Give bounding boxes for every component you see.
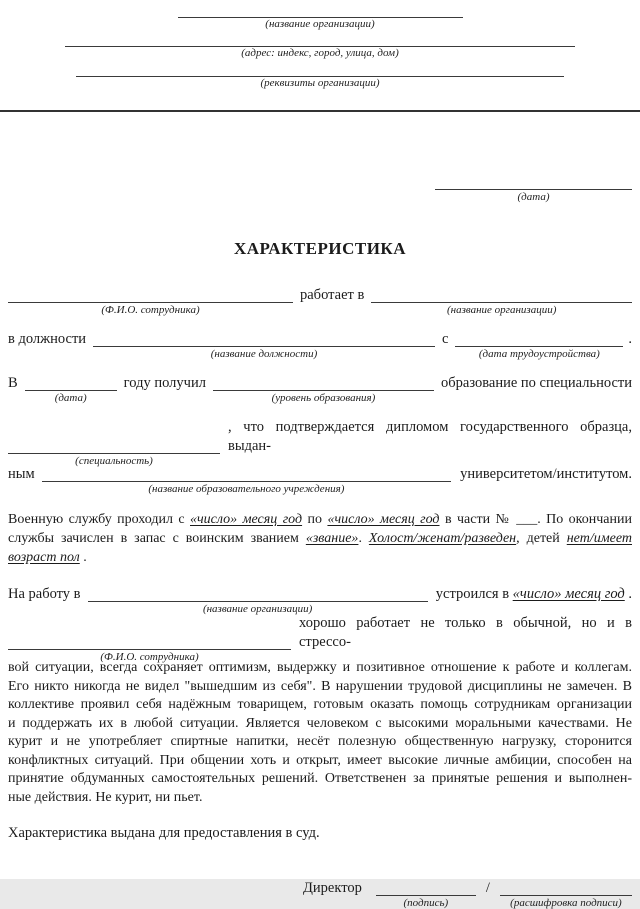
speciality-field-line <box>8 441 220 467</box>
signature-field-line <box>376 883 476 909</box>
military-line-1 <box>8 510 632 529</box>
requisites-line <box>76 60 564 77</box>
director-label: Директор <box>303 880 362 896</box>
position-caption: (название должности) <box>210 348 318 360</box>
hire-date-caption: (дата трудоустройства) <box>478 348 600 360</box>
education-mid-text: году получил <box>123 375 206 391</box>
header-block <box>8 10 632 90</box>
marital-status-field: Холост/женат/разведен <box>368 531 517 546</box>
education-date-field-line <box>25 378 117 404</box>
signature-name-caption: (расшифровка подписи) <box>510 897 622 909</box>
date-block <box>8 189 632 203</box>
org-name-caption: (название организации) <box>265 18 375 30</box>
education-row <box>8 374 632 404</box>
military-date-field: «число» месяц год <box>190 512 303 527</box>
slash-separator: / <box>485 880 490 896</box>
military-rank-field: «звание» <box>305 531 359 546</box>
military-text: , детей <box>516 531 567 546</box>
military-paragraph <box>8 510 632 567</box>
works-in-text: работает в <box>300 287 365 303</box>
fio-field-line <box>8 290 293 316</box>
purpose-statement: Характеристика выдана для предоставления в суд. <box>8 825 320 841</box>
date-caption: (дата) <box>517 191 550 203</box>
position-row <box>8 330 632 360</box>
job-org-field-line <box>88 589 428 615</box>
org-field-line <box>371 290 632 316</box>
document-title: ХАРАКТЕРИСТИКА <box>233 239 407 258</box>
paragraph-line: вой ситуации, всегда сохраняет оптимизм, выдержку и позитивное отношение к работе и коллегам. <box>8 660 632 675</box>
fio-caption: (Ф.И.О. сотрудника) <box>101 304 200 316</box>
paragraph-line: ные действия. Не курит, ни пьет. <box>8 789 203 805</box>
paragraph-line: коллективе проявил себя надёжным товарищем, готовым оказать помощь сотрудникам организации <box>8 697 632 712</box>
military-text: . <box>79 550 87 565</box>
date-field-line <box>435 189 632 203</box>
paragraph-line: курит и не употребляет спиртные напитки, несёт полезную общественную нагрузку, сторонится <box>8 734 632 749</box>
job-org-caption: (название организации) <box>202 603 313 615</box>
signature-row <box>303 879 632 909</box>
military-line-2 <box>8 529 632 548</box>
separator-rule <box>0 110 640 112</box>
job-start-period: . <box>624 586 632 602</box>
fio-caption-2: (Ф.И.О. сотрудника) <box>100 651 199 663</box>
stress-row <box>8 614 632 663</box>
org-caption: (название организации) <box>446 304 557 316</box>
position-label: в должности <box>8 331 87 347</box>
paragraph-line: конфликтных ситуаций. При общении хоть и открыт, имеет высокие личные амбиции, способен на <box>8 752 632 768</box>
education-level-caption: (уровень образования) <box>271 392 376 404</box>
institution-field-line <box>42 469 451 495</box>
signature-caption: (подпись) <box>403 897 449 909</box>
position-period: . <box>628 331 632 347</box>
characteristic-paragraph <box>8 659 632 807</box>
children-field: нет/имеет <box>566 531 632 546</box>
education-tail-text: образование по специальности <box>441 375 632 391</box>
hire-date-field-line <box>455 334 623 360</box>
military-text: службы зачислен в запас с воинским званием <box>8 531 306 546</box>
org-name-line <box>178 10 463 18</box>
education-label: В <box>8 375 18 391</box>
institution-tail-text: университетом/институтом. <box>460 466 632 482</box>
military-text: в части № ___. По окончании <box>439 512 632 527</box>
job-start-tail <box>436 585 632 604</box>
since-text: с <box>441 331 449 347</box>
job-start-label: На работу в <box>8 586 81 602</box>
speciality-row <box>8 418 632 467</box>
military-date-field: «число» месяц год <box>327 512 440 527</box>
signature-name-field-line <box>500 883 632 909</box>
job-start-date-field: «число» месяц год <box>512 586 625 602</box>
institution-label: ным <box>8 466 35 482</box>
position-field-line <box>93 334 435 360</box>
stress-text: хорошо работает не только в обычной, но и в стрессо- <box>299 615 632 650</box>
military-text: Военную службу проходил с <box>8 512 190 527</box>
military-text: по <box>302 512 328 527</box>
paragraph-line: Его никто никогда не видел "вышедшим из себя". В нарушении трудовой дисциплины не замечен. В <box>8 678 632 694</box>
speciality-text: , что подтверждается дипломом государственного образца, выдан- <box>228 419 632 454</box>
institution-row <box>8 465 632 495</box>
paragraph-line: принятие обдуманных самостоятельных решений. Ответственен за принятые решения и выполнен- <box>8 771 632 786</box>
address-caption: (адрес: индекс, город, улица, дом) <box>241 47 399 59</box>
fio-field-line-2 <box>8 637 291 663</box>
requisites-caption: (реквизиты организации) <box>260 77 380 89</box>
paragraph-line: и поддержать их в любой ситуации. Является человеком с высокими моральными качествами. Не <box>8 715 632 731</box>
education-date-caption: (дата) <box>54 392 87 404</box>
institution-caption: (название образовательного учреждения) <box>148 483 345 495</box>
education-level-field-line <box>213 378 434 404</box>
address-line <box>65 31 575 47</box>
military-line-3 <box>8 548 632 567</box>
job-start-row <box>8 585 632 615</box>
job-start-mid-text: устроился в <box>435 586 513 602</box>
military-text: . <box>358 531 369 546</box>
speciality-caption: (специальность) <box>75 455 153 467</box>
employee-row <box>8 286 632 316</box>
children-age-field: возраст пол <box>8 550 80 565</box>
